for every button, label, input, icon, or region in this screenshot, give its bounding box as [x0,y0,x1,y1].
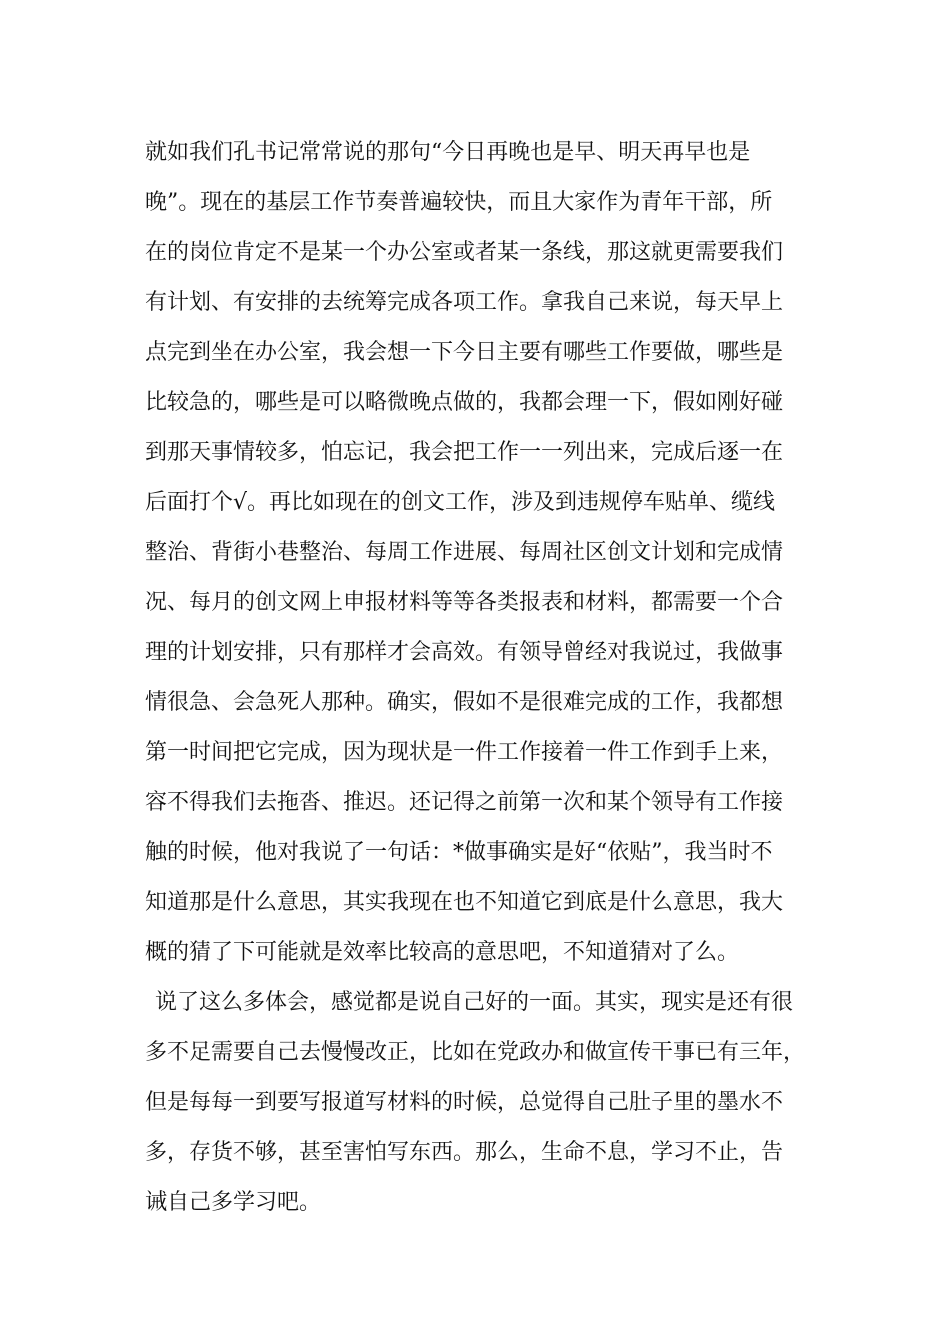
text-line-8: 后面打个√。再比如现在的创文工作，涉及到违规停车贴单、缆线 [145,490,776,515]
text-line-12: 情很急、会急死人那种。确实，假如不是很难完成的工作，我都想 [145,690,784,715]
text-line-19: 多不足需要自己去慢慢改正，比如在党政办和做宣传干事已有三年， [145,1040,806,1065]
document-body [145,128,825,1228]
text-line-22: 诫自己多学习吧。 [145,1190,322,1215]
text-line-2: 晚”。现在的基层工作节奏普遍较快，而且大家作为青年干部，所 [145,190,773,215]
text-line-18: 说了这么多体会，感觉都是说自己好的一面。其实，现实是还有很 [155,990,794,1015]
text-line-11: 理的计划安排，只有那样才会高效。有领导曾经对我说过，我做事 [145,640,784,665]
text-line-21: 多，存货不够，甚至害怕写东西。那么，生命不息，学习不止，告 [145,1140,784,1165]
text-line-14: 容不得我们去拖沓、推迟。还记得之前第一次和某个领导有工作接 [145,790,784,815]
text-line-15: 触的时候，他对我说了一句话：*做事确实是好“依贴”，我当时不 [145,840,773,865]
text-line-3: 在的岗位肯定不是某一个办公室或者某一条线，那这就更需要我们 [145,240,784,265]
text-line-7: 到那天事情较多，怕忘记，我会把工作一一列出来，完成后逐一在 [145,440,784,465]
text-line-13: 第一时间把它完成，因为现状是一件工作接着一件工作到手上来， [145,740,784,765]
text-line-9: 整治、背街小巷整治、每周工作进展、每周社区创文计划和完成情 [145,540,784,565]
text-line-1: 就如我们孔书记常常说的那句“今日再晚也是早、明天再早也是 [145,140,751,165]
text-line-20: 但是每每一到要写报道写材料的时候，总觉得自己肚子里的墨水不 [145,1090,784,1115]
text-line-6: 比较急的，哪些是可以略微晚点做的，我都会理一下，假如刚好碰 [145,390,784,415]
text-line-4: 有计划、有安排的去统筹完成各项工作。拿我自己来说，每天早上 [145,290,784,315]
text-line-17: 概的猜了下可能就是效率比较高的意思吧，不知道猜对了么。 [145,940,740,965]
text-line-16: 知道那是什么意思，其实我现在也不知道它到底是什么意思，我大 [145,890,784,915]
text-line-10: 况、每月的创文网上申报材料等等各类报表和材料，都需要一个合 [145,590,784,615]
text-line-5: 点完到坐在办公室，我会想一下今日主要有哪些工作要做，哪些是 [145,340,784,365]
